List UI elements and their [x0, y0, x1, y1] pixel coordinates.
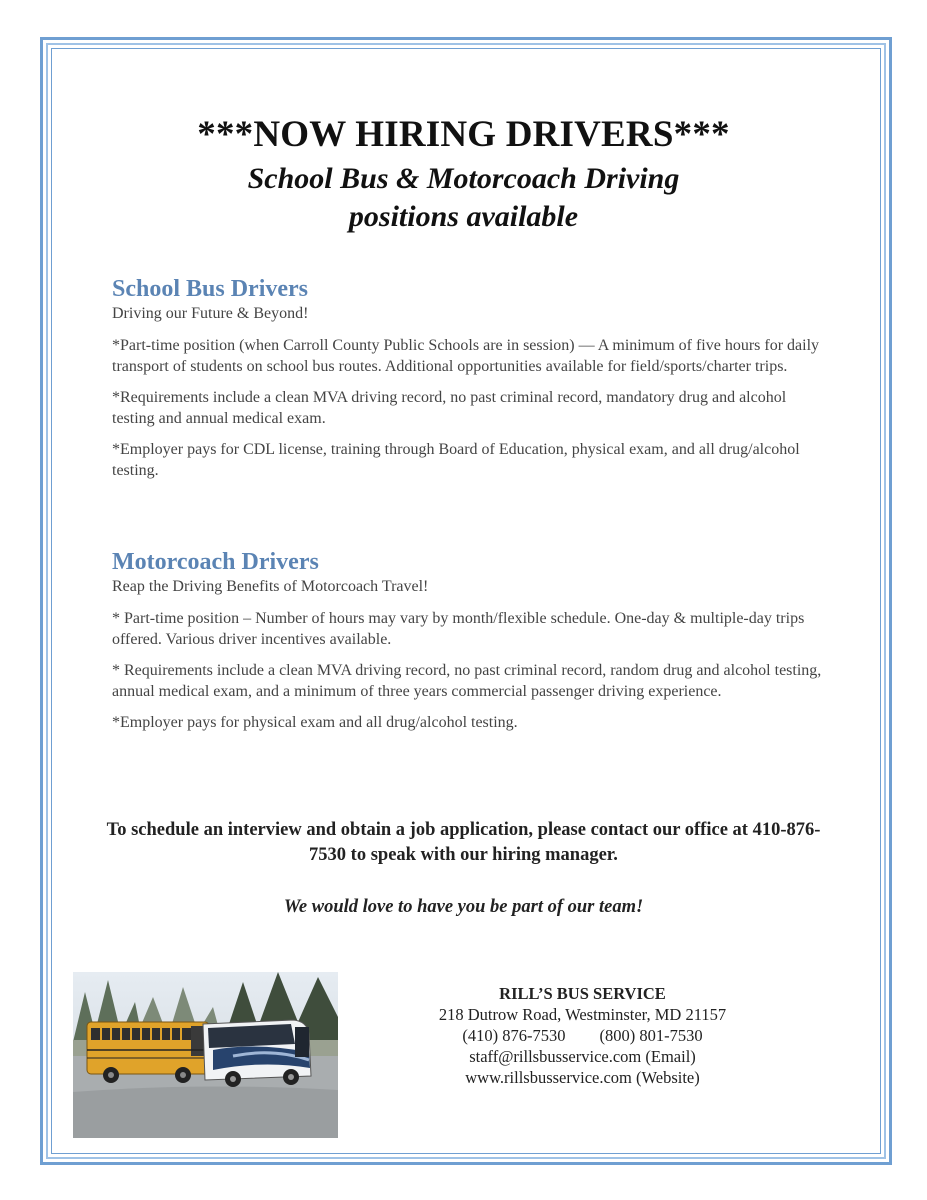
- company-address: 218 Dutrow Road, Westminster, MD 21157: [438, 1005, 727, 1024]
- school-bus-heading: School Bus Drivers: [112, 276, 309, 302]
- subheadline-line-1: School Bus & Motorcoach Driving: [247, 162, 680, 195]
- phone-local[interactable]: (410) 876-7530: [462, 1026, 566, 1045]
- buses-illustration: [73, 972, 338, 1138]
- motorcoach-section: [112, 547, 822, 745]
- company-name: RILL’S BUS SERVICE: [499, 984, 666, 1003]
- school-bus-item: *Requirements include a clean MVA driving record, no past criminal record, mandatory drug and alcohol testing and annual medical exam.: [112, 389, 787, 427]
- motorcoach-item: *Employer pays for physical exam and all drug/alcohol testing.: [112, 714, 518, 731]
- contact-instructions: To schedule an interview and obtain a job application, please contact our office at 410-876-7530 to speak with our hiring manager.: [106, 820, 821, 865]
- subheadline-line-2: positions available: [348, 200, 579, 233]
- school-bus-section: [112, 274, 822, 492]
- company-phones: [415, 1025, 750, 1046]
- page-headline: ***NOW HIRING DRIVERS***: [197, 114, 730, 155]
- school-bus-tagline: Driving our Future & Beyond!: [112, 305, 309, 322]
- company-website[interactable]: www.rillsbusservice.com (Website): [465, 1068, 700, 1087]
- motorcoach-item: * Part-time position – Number of hours may vary by month/flexible schedule. One-day & multiple-day trips offered. Various driver incentives available.: [112, 610, 805, 648]
- page-subheadline: [0, 160, 927, 236]
- closing-line: We would love to have you be part of our team!: [283, 897, 644, 917]
- phone-toll-free[interactable]: (800) 801-7530: [599, 1026, 703, 1045]
- company-contact-block: [415, 983, 750, 1088]
- motorcoach-item: * Requirements include a clean MVA driving record, no past criminal record, random drug and alcohol testing, annual medical exam, and a minimum of three years commercial passenger driving experience.: [112, 662, 822, 700]
- motorcoach-image: [203, 1020, 311, 1087]
- motorcoach-heading: Motorcoach Drivers: [112, 549, 319, 575]
- company-email[interactable]: staff@rillsbusservice.com (Email): [469, 1047, 696, 1066]
- school-bus-image: [87, 1022, 209, 1083]
- school-bus-item: *Part-time position (when Carroll County Public Schools are in session) — A minimum of five hours for daily transport of students on school bus routes. Additional opportunities available for field/sports/charter trips.: [112, 337, 820, 375]
- buses-photo: [73, 972, 338, 1138]
- school-bus-item: *Employer pays for CDL license, training through Board of Education, physical exam, and all drug/alcohol testing.: [112, 441, 800, 479]
- motorcoach-tagline: Reap the Driving Benefits of Motorcoach Travel!: [112, 578, 429, 595]
